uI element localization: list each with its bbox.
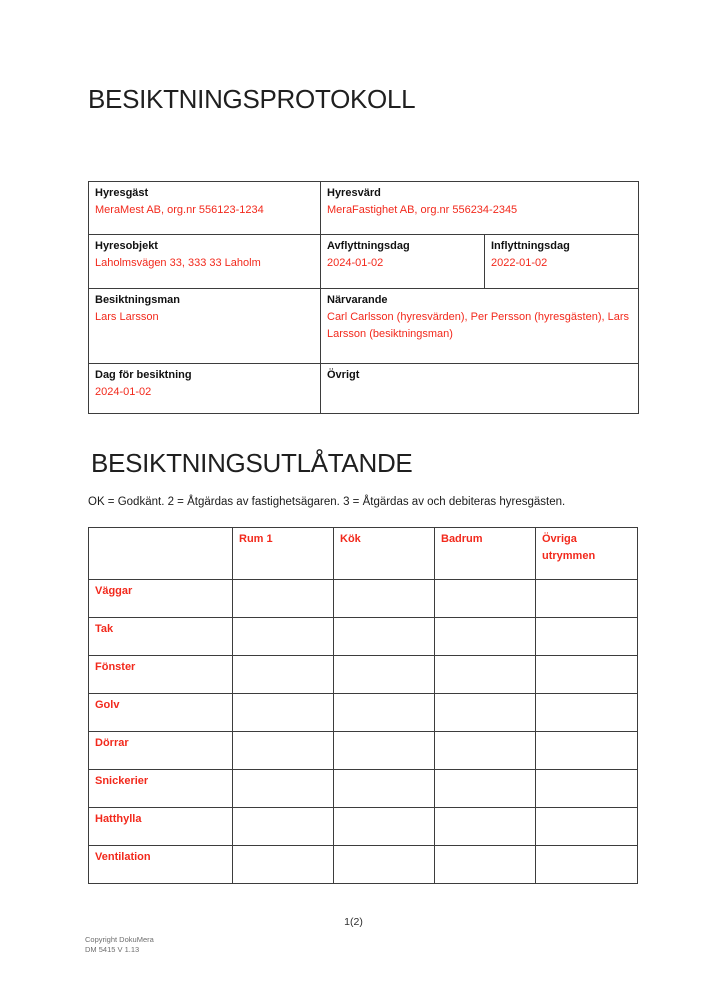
column-header-kok: Kök	[334, 528, 435, 580]
section-title: BESIKTNINGSUTLÅTANDE	[91, 448, 413, 478]
grade-cell	[435, 694, 536, 732]
grade-cell	[334, 580, 435, 618]
field-value: Carl Carlsson (hyresvärden), Per Persson (hyresgästen), Lars Larsson (besiktningsman)	[327, 311, 630, 340]
grade-cell	[233, 732, 334, 770]
grade-cell	[233, 808, 334, 846]
column-header-badrum: Badrum	[435, 528, 536, 580]
table-header-row	[89, 528, 638, 580]
field-label: Dag för besiktning	[95, 369, 192, 381]
grade-cell	[233, 694, 334, 732]
field-value: MeraFastighet AB, org.nr 556234-2345	[327, 204, 518, 216]
grade-cell	[435, 580, 536, 618]
grade-cell	[334, 694, 435, 732]
grade-cell	[536, 694, 638, 732]
info-cell-hyresobjekt	[89, 235, 321, 289]
column-header-rum1: Rum 1	[233, 528, 334, 580]
row-label-dorrar: Dörrar	[89, 732, 233, 770]
info-cell-ovrigt	[321, 364, 639, 414]
field-label: Besiktningsman	[95, 294, 180, 306]
row-label-snickerier: Snickerier	[89, 770, 233, 808]
info-cell-hyresgast	[89, 182, 321, 235]
table-row	[89, 694, 638, 732]
grade-cell	[233, 656, 334, 694]
table-row	[89, 808, 638, 846]
info-cell-dag-for-besiktning	[89, 364, 321, 414]
info-cell-avflyttningsdag	[321, 235, 485, 289]
row-label-fonster: Fönster	[89, 656, 233, 694]
row-label-ventilation: Ventilation	[89, 846, 233, 884]
row-label-vaggar: Väggar	[89, 580, 233, 618]
row-label-golv: Golv	[89, 694, 233, 732]
info-cell-hyresvard	[321, 182, 639, 235]
grade-cell	[334, 732, 435, 770]
table-row	[89, 289, 639, 364]
row-label-hatthylla: Hatthylla	[89, 808, 233, 846]
table-row	[89, 182, 639, 235]
info-cell-besiktningsman	[89, 289, 321, 364]
grade-cell	[334, 656, 435, 694]
table-row	[89, 580, 638, 618]
field-label: Inflyttningsdag	[491, 240, 570, 252]
grade-cell	[233, 770, 334, 808]
grade-cell	[334, 808, 435, 846]
grade-cell	[536, 808, 638, 846]
grade-cell	[334, 770, 435, 808]
page-number: 1(2)	[344, 916, 363, 928]
field-label: Övrigt	[327, 369, 360, 381]
field-label: Hyresvärd	[327, 187, 381, 199]
field-label: Hyresgäst	[95, 187, 149, 199]
table-row	[89, 846, 638, 884]
grade-cell	[536, 656, 638, 694]
footer-version-line: DM 5415 V 1.13	[85, 945, 140, 954]
table-row	[89, 364, 639, 414]
page-title: BESIKTNINGSPROTOKOLL	[88, 84, 416, 114]
grade-cell	[233, 618, 334, 656]
table-row	[89, 770, 638, 808]
field-label: Närvarande	[327, 294, 388, 306]
footer-copyright	[85, 935, 154, 955]
grade-cell	[536, 618, 638, 656]
field-value: Lars Larsson	[95, 311, 159, 323]
grading-legend: OK = Godkänt. 2 = Åtgärdas av fastighetsägaren. 3 = Åtgärdas av och debiteras hyresgästen.	[88, 496, 566, 508]
inspection-grading-table	[88, 527, 638, 884]
table-row	[89, 235, 639, 289]
grade-cell	[536, 580, 638, 618]
grade-cell	[435, 846, 536, 884]
grade-cell	[233, 580, 334, 618]
table-row	[89, 732, 638, 770]
table-row	[89, 618, 638, 656]
field-value: 2024-01-02	[95, 386, 152, 398]
grade-cell	[334, 846, 435, 884]
field-value: 2024-01-02	[327, 257, 384, 269]
grade-cell	[536, 846, 638, 884]
grade-cell	[233, 846, 334, 884]
grade-cell	[435, 770, 536, 808]
grade-cell	[435, 656, 536, 694]
field-label: Hyresobjekt	[95, 240, 158, 252]
field-value: MeraMest AB, org.nr 556123-1234	[95, 204, 264, 216]
info-cell-narvarande	[321, 289, 639, 364]
field-value: 2022-01-02	[491, 257, 548, 269]
column-header-ovriga-utrymmen: Övriga utrymmen	[536, 528, 638, 580]
column-header-empty	[89, 528, 233, 580]
grade-cell	[435, 618, 536, 656]
grade-cell	[536, 770, 638, 808]
info-cell-inflyttningsdag	[485, 235, 639, 289]
inspection-info-table	[88, 181, 639, 414]
field-value: Laholmsvägen 33, 333 33 Laholm	[95, 257, 261, 269]
footer-copyright-line1: Copyright DokuMera	[85, 935, 154, 944]
table-row	[89, 656, 638, 694]
grade-cell	[536, 732, 638, 770]
row-label-tak: Tak	[89, 618, 233, 656]
grade-cell	[435, 808, 536, 846]
grade-cell	[435, 732, 536, 770]
field-label: Avflyttningsdag	[327, 240, 410, 252]
grade-cell	[334, 618, 435, 656]
